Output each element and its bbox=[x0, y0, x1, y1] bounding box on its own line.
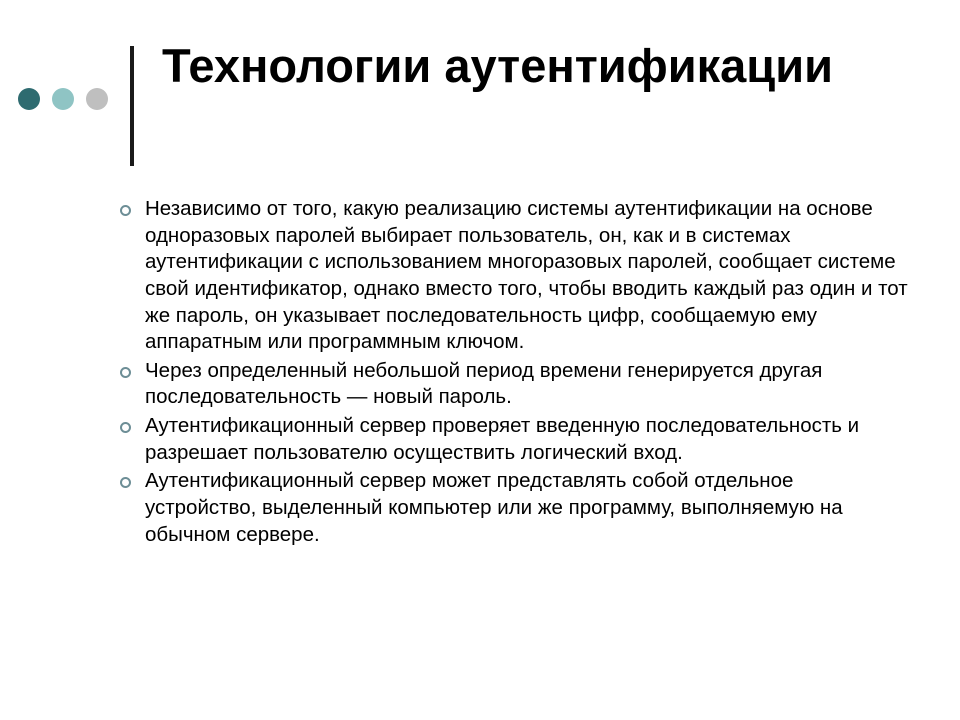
list-item bbox=[120, 358, 910, 411]
dot-teal-icon bbox=[52, 88, 74, 110]
bullet-circle-icon bbox=[120, 422, 131, 433]
list-item bbox=[120, 413, 910, 466]
bullet-circle-icon bbox=[120, 477, 131, 488]
bullet-circle-icon bbox=[120, 205, 131, 216]
list-item-text: Независимо от того, какую реализацию системы аутентификации на основе одноразовых паролей выбирает пользователь, он, как и в системах аутентификации с использованием многоразовых паролей, сообщает системе свой идентификатор, однако вместо того, чтобы вводить каждый раз один и тот же пароль, он указывает последовательность цифр, сообщаемую ему аппаратным или программным ключом. bbox=[145, 197, 908, 354]
bullet-list bbox=[120, 196, 910, 550]
list-item-text: Аутентификационный сервер может представлять собой отдельное устройство, выделенный компьютер или же программу, выполняемую на обычном сервере. bbox=[145, 469, 843, 546]
list-item bbox=[120, 468, 910, 548]
list-item bbox=[120, 196, 910, 356]
dot-dark-icon bbox=[18, 88, 40, 110]
list-item-text: Через определенный небольшой период времени генерируется другая последовательность — новый пароль. bbox=[145, 358, 823, 409]
bullet-circle-icon bbox=[120, 367, 131, 378]
title-block bbox=[134, 36, 833, 96]
decorative-dots bbox=[0, 36, 130, 110]
slide-header bbox=[0, 36, 960, 166]
page-title: Технологии аутентификации bbox=[162, 39, 833, 92]
list-item-text: Аутентификационный сервер проверяет введенную последовательность и разрешает пользователю осуществить логический вход. bbox=[145, 414, 860, 464]
dot-gray-icon bbox=[86, 88, 108, 110]
